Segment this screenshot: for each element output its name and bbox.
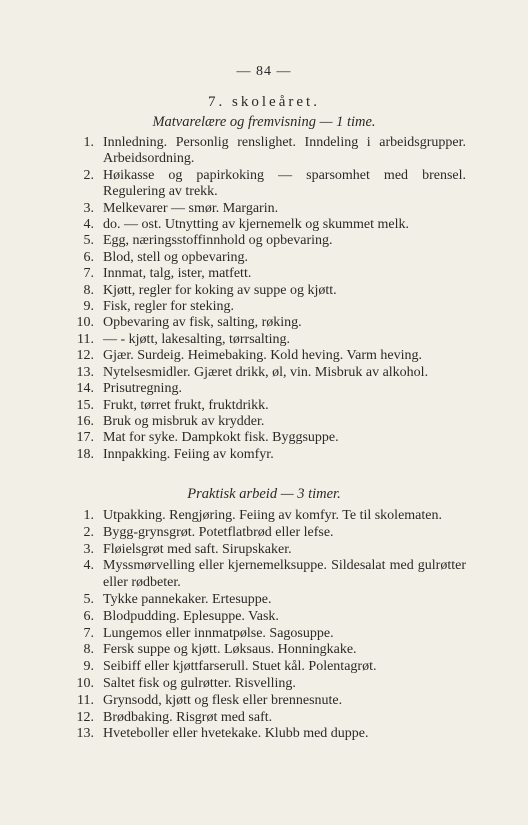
list-item: [0, 348, 528, 364]
section-heading-theory: Matvarelære og fremvisning — 1 time.: [152, 114, 376, 130]
item-number: 13.: [76, 726, 94, 742]
item-number: 5.: [83, 591, 94, 607]
item-number: 17.: [76, 430, 94, 446]
item-text: Bruk og misbruk av krydder.: [103, 413, 265, 429]
list-item: [0, 659, 528, 676]
theory-list: [0, 135, 528, 463]
item-number: 10.: [76, 315, 94, 331]
list-item: [0, 676, 528, 693]
item-text: Blod, stell og opbevaring.: [103, 249, 249, 265]
item-number: 12.: [76, 348, 94, 364]
list-item: [0, 332, 528, 348]
list-item: [0, 315, 528, 331]
item-text: Nytelsesmidler. Gjæret drikk, øl, vin. Misbruk av alkohol.: [103, 364, 429, 380]
item-text: Seibiff eller kjøttfarserull. Stuet kål. Polentagrøt.: [103, 659, 377, 675]
item-number: 15.: [76, 397, 94, 413]
item-number: 7.: [83, 625, 94, 641]
list-item: [0, 447, 528, 463]
item-text: Myssmørvelling eller kjernemelksuppe. Sildesalat med gulrøtter eller rødbeter.: [103, 558, 466, 591]
item-text: Blodpudding. Eplesuppe. Vask.: [103, 608, 279, 624]
item-number: 16.: [76, 413, 94, 429]
list-item: [0, 250, 528, 266]
list-item: [0, 135, 528, 168]
item-number: 8.: [83, 282, 94, 298]
item-text: Gjær. Surdeig. Heimebaking. Kold heving. Varm heving.: [103, 348, 422, 364]
item-text: Opbevaring av fisk, salting, røking.: [103, 315, 302, 331]
practical-list: [0, 508, 528, 743]
item-text: Egg, næringsstoffinnhold og opbevaring.: [103, 233, 333, 249]
item-number: 14.: [76, 381, 94, 397]
item-number: 9.: [83, 299, 94, 315]
list-item: [0, 592, 528, 609]
item-number: 13.: [76, 364, 94, 380]
item-number: 4.: [83, 217, 94, 233]
item-text: Fersk suppe og kjøtt. Løksaus. Honningkake.: [103, 642, 357, 658]
list-item: [0, 283, 528, 299]
list-item: [0, 430, 528, 446]
item-number: 6.: [83, 249, 94, 265]
list-item: [0, 558, 528, 592]
list-item: [0, 365, 528, 381]
list-item: [0, 168, 528, 201]
item-number: 6.: [83, 608, 94, 624]
list-item: [0, 299, 528, 315]
item-text: Tykke pannekaker. Ertesuppe.: [103, 591, 272, 607]
list-item: [0, 609, 528, 626]
item-number: 3.: [83, 541, 94, 557]
item-number: 8.: [83, 642, 94, 658]
item-number: 7.: [83, 266, 94, 282]
item-text: Brødbaking. Risgrøt med saft.: [103, 709, 273, 725]
list-item: [0, 398, 528, 414]
list-item: [0, 508, 528, 525]
item-number: 11.: [77, 692, 94, 708]
item-number: 9.: [83, 659, 94, 675]
chapter-title: 7. skoleåret.: [208, 94, 320, 110]
item-number: 10.: [76, 675, 94, 691]
list-item: [0, 217, 528, 233]
item-number: 1.: [83, 508, 94, 523]
list-item: [0, 693, 528, 710]
list-item: [0, 626, 528, 643]
item-text: Fløielsgrøt med saft. Sirupskaker.: [103, 541, 292, 557]
section-heading-practical: Praktisk arbeid — 3 timer.: [187, 486, 341, 502]
item-number: 12.: [76, 709, 94, 725]
item-text: Mat for syke. Dampkokt fisk. Byggsuppe.: [103, 430, 339, 446]
item-text: Innpakking. Feiing av komfyr.: [103, 446, 274, 462]
item-text: Innmat, talg, ister, matfett.: [103, 266, 252, 282]
item-text: Høikasse og papirkoking — sparsomhet med brensel. Regulering av trekk.: [103, 167, 466, 200]
item-text: Bygg-grynsgrøt. Potetflatbrød eller lefse.: [103, 524, 334, 540]
item-text: Hveteboller eller hvetekake. Klubb med duppe.: [103, 726, 369, 742]
item-text: Innledning. Personlig renslighet. Inndeling i arbeidsgrupper. Arbeidsordning.: [103, 135, 466, 167]
item-number: 1.: [83, 135, 94, 150]
item-number: 18.: [76, 446, 94, 462]
item-number: 5.: [83, 233, 94, 249]
item-text: Grynsodd, kjøtt og flesk eller brennesnute.: [103, 692, 343, 708]
item-number: 2.: [83, 167, 94, 183]
page-number: — 84 —: [236, 64, 292, 79]
list-item: [0, 542, 528, 559]
item-text: Frukt, tørret frukt, fruktdrikk.: [103, 397, 269, 413]
list-item: [0, 233, 528, 249]
list-item: [0, 726, 528, 743]
list-item: [0, 642, 528, 659]
item-text: Kjøtt, regler for koking av suppe og kjøtt.: [103, 282, 337, 298]
item-number: 11.: [77, 331, 94, 347]
item-text: Melkevarer — smør. Margarin.: [103, 200, 279, 216]
list-item: [0, 201, 528, 217]
item-text: Prisutregning.: [103, 381, 182, 397]
item-text: Fisk, regler for steking.: [103, 299, 235, 315]
list-item: [0, 414, 528, 430]
list-item: [0, 710, 528, 727]
item-text: do. — ost. Utnytting av kjernemelk og skummet melk.: [103, 217, 410, 233]
list-item: [0, 381, 528, 397]
list-item: [0, 266, 528, 282]
item-number: 2.: [83, 524, 94, 540]
item-text: Lungemos eller innmatpølse. Sagosuppe.: [103, 625, 334, 641]
list-item: [0, 525, 528, 542]
item-number: 3.: [83, 200, 94, 216]
item-text: Saltet fisk og gulrøtter. Risvelling.: [103, 675, 296, 691]
item-text: — - kjøtt, lakesalting, tørrsalting.: [103, 331, 291, 347]
item-text: Utpakking. Rengjøring. Feiing av komfyr. Te til skolematen.: [103, 508, 442, 523]
item-number: 4.: [83, 558, 94, 574]
